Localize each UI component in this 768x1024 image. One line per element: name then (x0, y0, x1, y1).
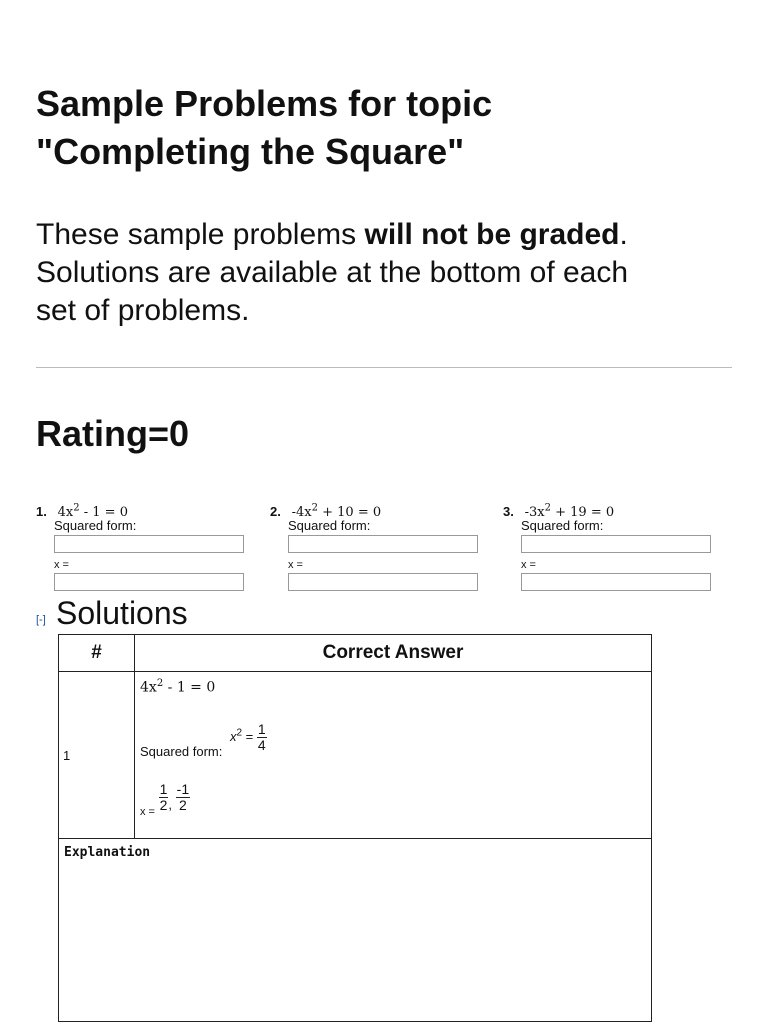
solution-x1-numerator: 1 (159, 781, 168, 797)
solution-sq-numerator: 1 (257, 721, 266, 737)
solution-x2-denominator: 2 (178, 797, 187, 813)
problem-3 (503, 500, 733, 591)
problem-3-x-label: x = (521, 559, 536, 571)
problem-2 (270, 500, 500, 591)
problem-2-x-input[interactable] (288, 573, 478, 591)
solution-x-label: x = (140, 805, 155, 818)
problem-2-x-label: x = (288, 559, 303, 571)
solution-x-separator: , (168, 796, 173, 812)
solution-squared-math (230, 722, 267, 753)
problem-2-number: 2. (270, 504, 281, 520)
solution-sq-fraction (257, 722, 267, 753)
problem-1-squared-label: Squared form: (54, 518, 137, 533)
problem-2-squared-label: Squared form: (288, 518, 371, 533)
page-title (36, 80, 736, 176)
rating-heading: Rating=0 (36, 413, 190, 454)
solution-sq-lhs: x (230, 728, 237, 744)
intro-text-after-bold: . (619, 218, 628, 251)
solution-sq-denominator: 4 (257, 737, 266, 753)
solutions-table (58, 634, 652, 1022)
intro-line-2: Solutions are available at the bottom of each (36, 256, 629, 289)
problem-1-eq-post: - 1 = 0 (79, 505, 128, 521)
solutions-toggle-link[interactable]: [-] (36, 614, 46, 626)
explanation-cell: Explanation (59, 839, 652, 1022)
intro-text (36, 216, 736, 330)
solution-row-number: 1 (59, 672, 135, 839)
solution-squared-label: Squared form: (140, 744, 223, 759)
solution-equation (140, 678, 646, 696)
solution-x2-numerator: -1 (176, 781, 190, 797)
problem-3-eq-exp: 2 (544, 503, 551, 514)
solution-x2-fraction (176, 782, 190, 813)
problem-2-eq-post: + 10 = 0 (318, 505, 382, 521)
problem-2-eq-exp: 2 (311, 503, 318, 514)
problem-1-x-label: x = (54, 559, 69, 571)
column-header-number: # (59, 635, 135, 672)
table-row (59, 672, 652, 839)
solution-answer-cell (135, 672, 652, 839)
solution-sq-eq: = (242, 728, 254, 744)
intro-line-1 (36, 216, 736, 254)
solution-eq-exp: 2 (156, 678, 164, 689)
solution-x1-fraction (159, 782, 169, 813)
solutions-header-row (59, 635, 652, 672)
problem-3-eq-post: + 19 = 0 (551, 505, 615, 521)
solution-eq-post: - 1 = 0 (163, 679, 216, 696)
solution-x-values (140, 782, 190, 818)
intro-bold-text: will not be graded (364, 218, 620, 251)
problem-1-squared-input[interactable] (54, 535, 244, 553)
section-divider (36, 367, 732, 368)
column-header-correct-answer: Correct Answer (135, 635, 652, 672)
problem-3-header (503, 500, 733, 521)
problem-1-eq-exp: 2 (73, 503, 80, 514)
problem-1-number: 1. (36, 504, 47, 520)
problem-1-eq-pre: 4x (57, 505, 74, 521)
problem-3-eq-pre: -3x (524, 505, 545, 521)
problem-3-number: 3. (503, 504, 514, 520)
explanation-row (59, 839, 652, 1022)
problem-2-header (270, 500, 500, 521)
problem-1-header (36, 500, 266, 521)
solution-x1-denominator: 2 (159, 797, 168, 813)
problem-2-squared-input[interactable] (288, 535, 478, 553)
solution-sq-exp: 2 (236, 727, 243, 739)
solutions-heading: Solutions (56, 595, 188, 631)
page-title-line-1: Sample Problems for topic (36, 83, 493, 124)
problem-1-x-input[interactable] (54, 573, 244, 591)
intro-line-3: set of problems. (36, 294, 250, 327)
problem-3-squared-label: Squared form: (521, 518, 604, 533)
intro-text-before-bold: These sample problems (36, 218, 365, 251)
problem-1 (36, 500, 266, 591)
problem-2-eq-pre: -4x (291, 505, 312, 521)
page-title-line-2: "Completing the Square" (36, 131, 465, 172)
problem-3-x-input[interactable] (521, 573, 711, 591)
solution-eq-pre: 4x (140, 679, 157, 696)
problem-3-squared-input[interactable] (521, 535, 711, 553)
